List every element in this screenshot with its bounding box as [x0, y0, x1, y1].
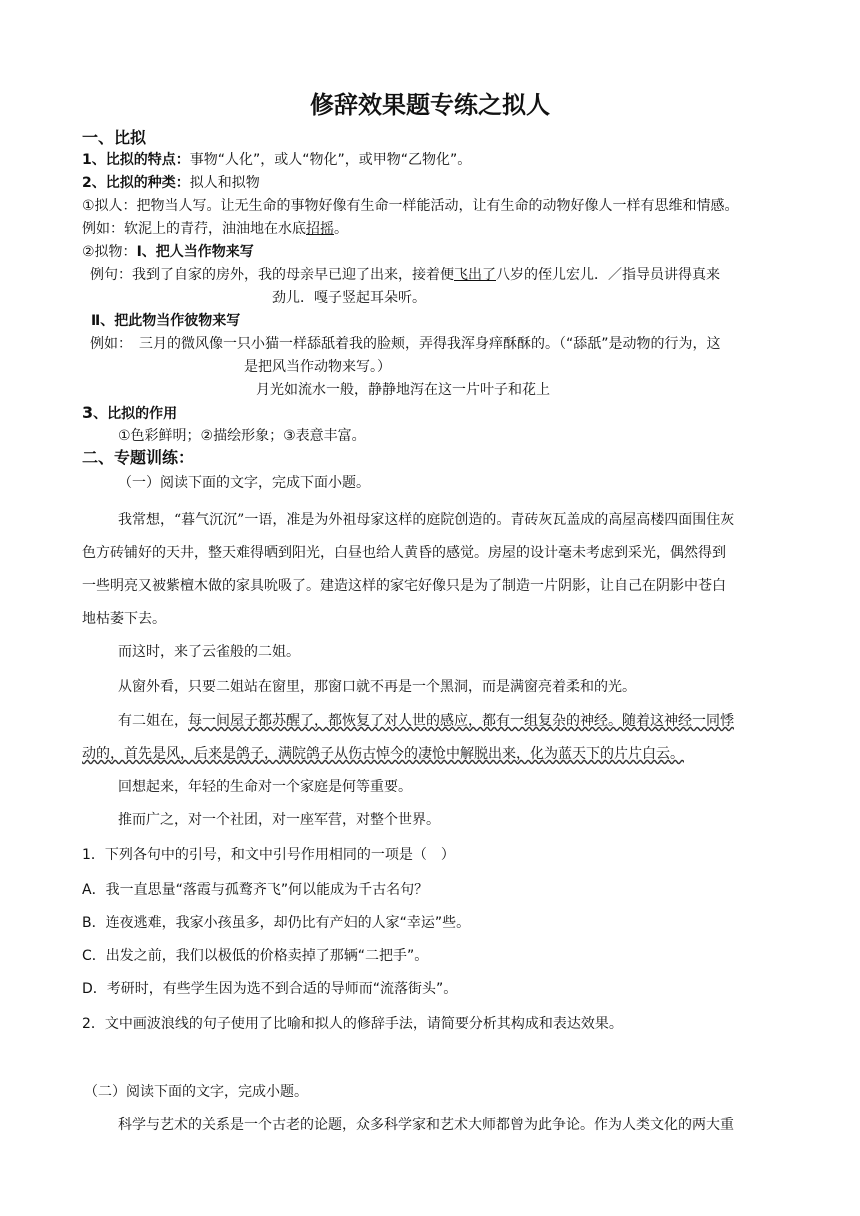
- underlined-word: 招摇: [306, 221, 334, 237]
- paragraph-personification: ①拟人：把物当人写。让无生命的事物好像有生命一样能活动，让有生命的动物好像人一样有思维和情感。: [82, 198, 739, 214]
- section-heading-1: 一、比拟: [82, 128, 147, 147]
- underlined-word: 飞出了: [454, 267, 496, 283]
- reading-1-wavy-line-2: [82, 744, 684, 764]
- objectification-sub-heading-1: Ⅰ、把人当作物来写: [136, 244, 254, 260]
- question-1: 1．下列各句中的引号，和文中引号作用相同的一项是（ ）: [82, 847, 455, 863]
- question-1-option-a: A．我一直思量“落霞与孤鹜齐飞”何以能成为千古名句？: [82, 882, 429, 898]
- example-objectification-line-1: [90, 265, 720, 285]
- wavy-prefix: 有二姐在，: [118, 713, 188, 729]
- function-list: ①色彩鲜明；②描绘形象；③表意丰富。: [118, 428, 366, 444]
- question-1-option-d: D．考研时，有些学生因为选不到合适的导师而“流落街头”。: [82, 981, 458, 997]
- example-personification: [82, 219, 348, 239]
- objectification-label: ②拟物：: [82, 244, 137, 260]
- objectification-sub-heading-2: Ⅱ、把此物当作彼物来写: [91, 313, 241, 329]
- reading-1-line: 从窗外看，只要二姐站在窗里，那窗口就不再是一个黑洞，而是满窗亮着柔和的光。: [118, 679, 636, 695]
- example-wind-line-2: 是把风当作动物来写。）: [244, 359, 391, 375]
- question-2: 2．文中画波浪线的句子使用了比喻和拟人的修辞手法，请简要分析其构成和表达效果。: [82, 1016, 623, 1032]
- paragraph-objectification: [82, 242, 254, 262]
- reading-1-intro: （一）阅读下面的文字，完成下面小题。: [118, 475, 370, 491]
- question-1-option-b: B．连夜逃难，我家小孩虽多，却仍比有产妇的人家“幸运”些。: [82, 915, 471, 931]
- function-heading-text: 、比拟的作用: [93, 406, 178, 422]
- example-text-cont: 八岁的侄儿宏儿．／指导员讲得真来: [496, 267, 720, 283]
- wavy-underlined-sentence: 动的，首先是风，后来是鸽子，满院鸽子从伤古悼今的凄怆中解脱出来，化为蓝天下的片片白云。: [82, 746, 684, 762]
- features-text: 事物“人化”，或人“物化”，或甲物“乙物化”。: [189, 152, 472, 168]
- reading-1-line: 推而广之，对一个社团，对一座军营，对整个世界。: [118, 812, 440, 828]
- reading-1-line: 我常想，“暮气沉沉”一语，准是为外祖母家这样的庭院创造的。青砖灰瓦盖成的高屋高楼四面围住灰: [118, 512, 735, 528]
- reading-1-wavy-line-1: [118, 711, 734, 731]
- wavy-underlined-sentence: 每一间屋子都苏醒了，都恢复了对人世的感应，都有一组复杂的神经。随着这神经一同悸: [188, 713, 734, 729]
- function-number: 3: [82, 403, 94, 422]
- reading-1-line: 地枯萎下去。: [82, 611, 166, 627]
- reading-1-line: 一些明亮又被紫檀木做的家具吮吸了。建造这样的家宅好像只是为了制造一片阴影，让自己在阴影中苍白: [82, 578, 726, 594]
- reading-2-intro: （二）阅读下面的文字，完成小题。: [84, 1084, 308, 1100]
- paragraph-features: [82, 150, 471, 170]
- paragraph-types: [82, 173, 260, 193]
- example-end: 。: [334, 221, 348, 237]
- reading-1-line: 回想起来，年轻的生命对一个家庭是何等重要。: [118, 779, 412, 795]
- section-heading-2: 二、专题训练：: [82, 448, 195, 467]
- example-wind-line-1: 例如： 三月的微风像一只小猫一样舔舐着我的脸颊，弄得我浑身痒酥酥的。（“舔舐”是动物的行为，这: [90, 336, 721, 352]
- example-moonlight: 月光如流水一般，静静地泻在这一片叶子和花上: [256, 382, 550, 398]
- question-1-option-c: C．出发之前，我们以极低的价格卖掉了那辆“二把手”。: [82, 948, 429, 964]
- types-label: 2、比拟的种类：: [82, 175, 190, 191]
- features-label: 1、比拟的特点：: [82, 152, 190, 168]
- reading-2-line: 科学与艺术的关系是一个古老的论题，众多科学家和艺术大师都曾为此争论。作为人类文化的两大重: [118, 1117, 734, 1133]
- page-title: 修辞效果题专练之拟人: [310, 91, 550, 119]
- types-text: 拟人和拟物: [189, 175, 260, 191]
- example-objectification-line-2: 劲儿．嘎子竖起耳朵听。: [272, 290, 426, 306]
- example-text: 例句：我到了自家的房外，我的母亲早已迎了出来，接着便: [90, 267, 454, 283]
- reading-1-line: 色方砖铺好的天井，整天难得晒到阳光，白昼也给人黄昏的感觉。房屋的设计毫未考虑到采光，偶然得到: [82, 545, 726, 561]
- reading-1-line: 而这时，来了云雀般的二姐。: [118, 644, 300, 660]
- paragraph-function-heading: [82, 403, 177, 424]
- example-text: 例如：软泥上的青荇，油油地在水底: [82, 221, 306, 237]
